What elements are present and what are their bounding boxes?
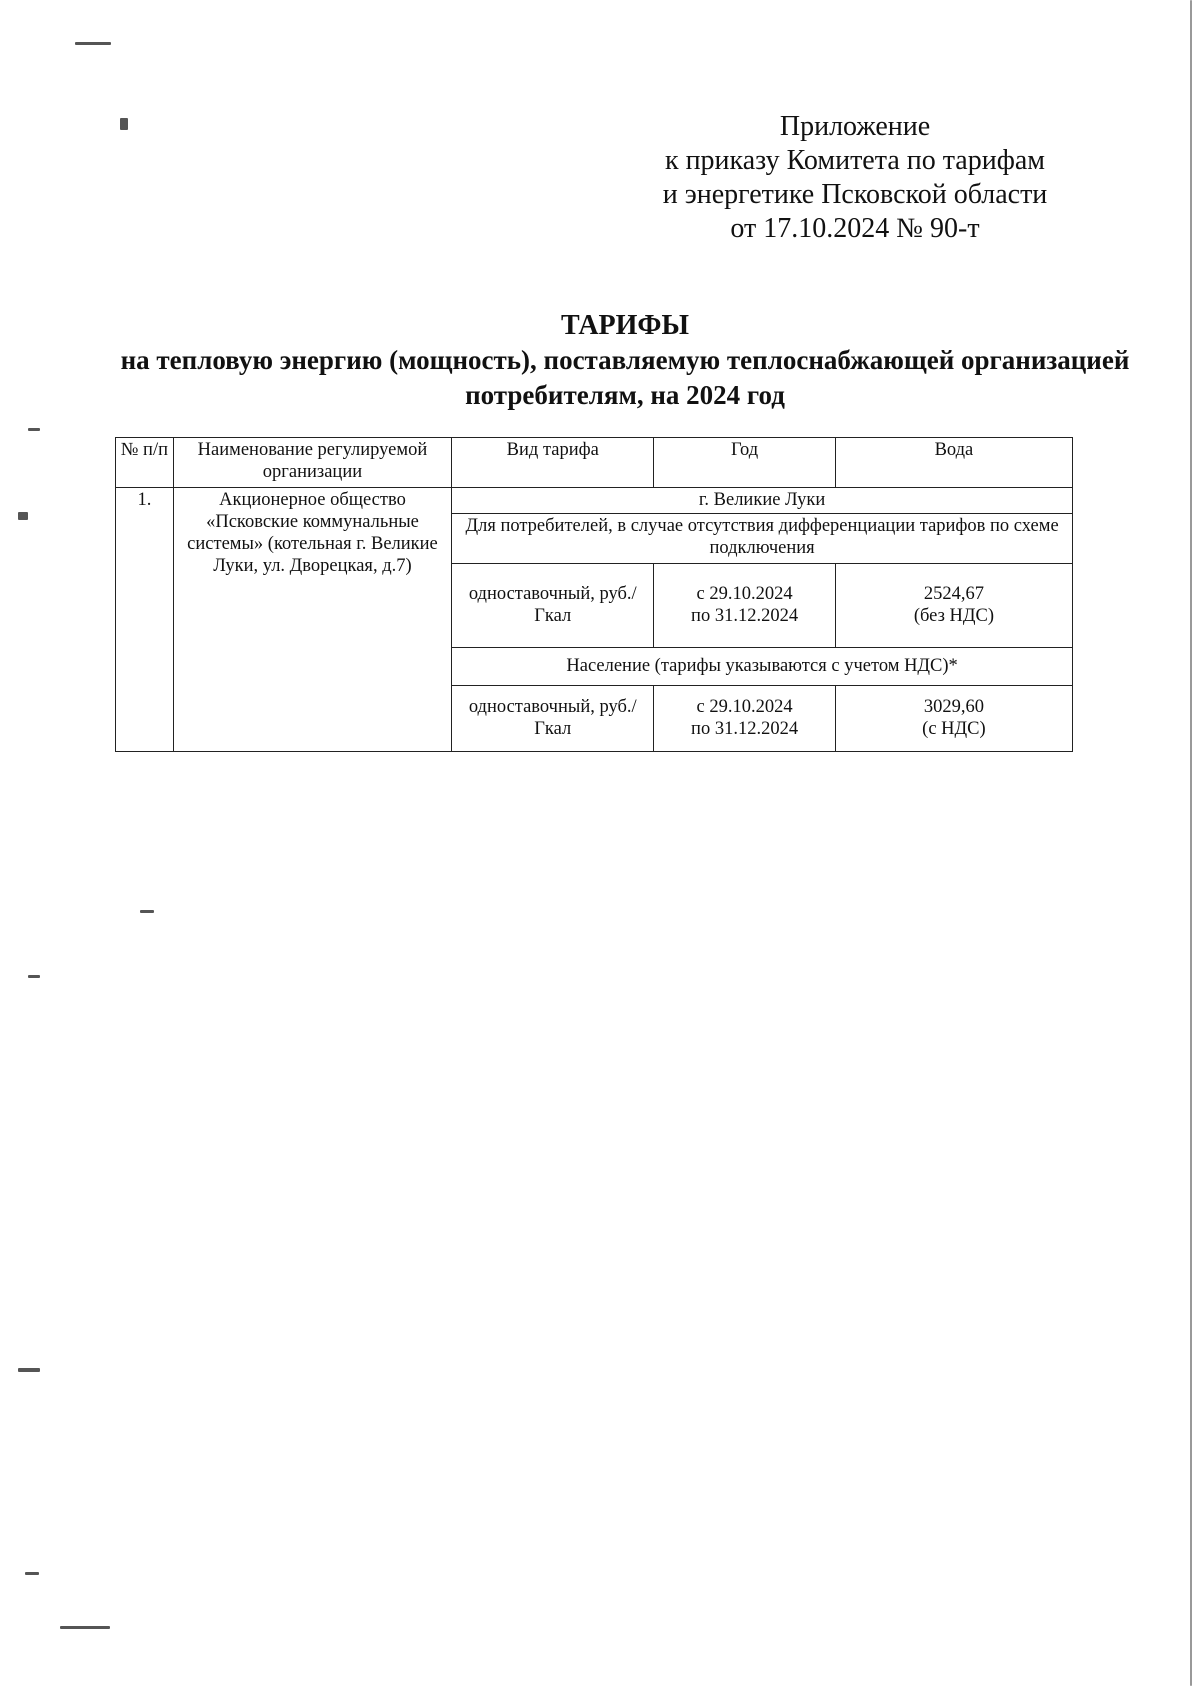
- document-heading: [60, 308, 1190, 413]
- appendix-line: к приказу Комитета по тарифам: [664, 145, 1046, 176]
- table-header-row: [116, 438, 1073, 488]
- cell-water-tariff: [835, 564, 1072, 648]
- period-to: по 31.12.2024: [691, 719, 799, 739]
- header-water: Вода: [835, 438, 1072, 488]
- appendix-header: [650, 110, 1060, 246]
- cell-city: г. Великие Луки: [452, 488, 1073, 514]
- cell-period: [654, 564, 836, 648]
- scan-speck: [28, 975, 40, 978]
- cell-population-note: Население (тарифы указываются с учетом НДС)*: [452, 648, 1073, 686]
- header-org: Наименование регулируемой организации: [173, 438, 451, 488]
- tariff-table: [115, 437, 1073, 752]
- cell-water-tariff: [835, 686, 1072, 752]
- appendix-line: и энергетике Псковской области: [662, 179, 1048, 210]
- header-kind: Вид тарифа: [452, 438, 654, 488]
- scan-speck: [25, 1572, 39, 1575]
- appendix-line: Приложение: [779, 111, 931, 142]
- scan-speck: [75, 42, 111, 45]
- scan-speck: [18, 512, 28, 520]
- cell-period: [654, 686, 836, 752]
- scan-speck: [28, 428, 40, 431]
- scan-speck: [1190, 0, 1192, 1686]
- document-subtitle-line: на тепловую энергию (мощность), поставляемую теплоснабжающей организацией: [120, 345, 1130, 375]
- tariff-value: 2524,67: [923, 584, 984, 604]
- scan-speck: [140, 910, 154, 913]
- period-from: с 29.10.2024: [696, 584, 793, 604]
- scan-speck: [60, 1626, 110, 1629]
- table-row: [116, 488, 1073, 514]
- cell-tariff-kind: одноставочный, руб./Гкал: [452, 564, 654, 648]
- tariff-vat: (без НДС): [913, 606, 994, 626]
- period-from: с 29.10.2024: [696, 697, 793, 717]
- document-title: ТАРИФЫ: [561, 310, 689, 341]
- document-subtitle-line: потребителям, на 2024 год: [465, 380, 785, 410]
- tariff-value: 3029,60: [923, 697, 984, 717]
- appendix-date-line: от 17.10.2024 № 90-т: [730, 213, 980, 244]
- cell-organization: Акционерное общество «Псковские коммунальные системы» (котельная г. Великие Луки, ул. Дворецкая, д.7): [173, 488, 451, 752]
- cell-row-number: 1.: [116, 488, 174, 752]
- cell-tariff-kind: одноставочный, руб./Гкал: [452, 686, 654, 752]
- period-to: по 31.12.2024: [691, 606, 799, 626]
- header-year: Год: [654, 438, 836, 488]
- cell-consumers-note: Для потребителей, в случае отсутствия дифференциации тарифов по схеме подключения: [452, 514, 1073, 564]
- tariff-vat: (с НДС): [922, 719, 986, 739]
- scan-speck: [18, 1368, 40, 1372]
- scan-speck: [120, 118, 128, 130]
- header-num: № п/п: [116, 438, 174, 488]
